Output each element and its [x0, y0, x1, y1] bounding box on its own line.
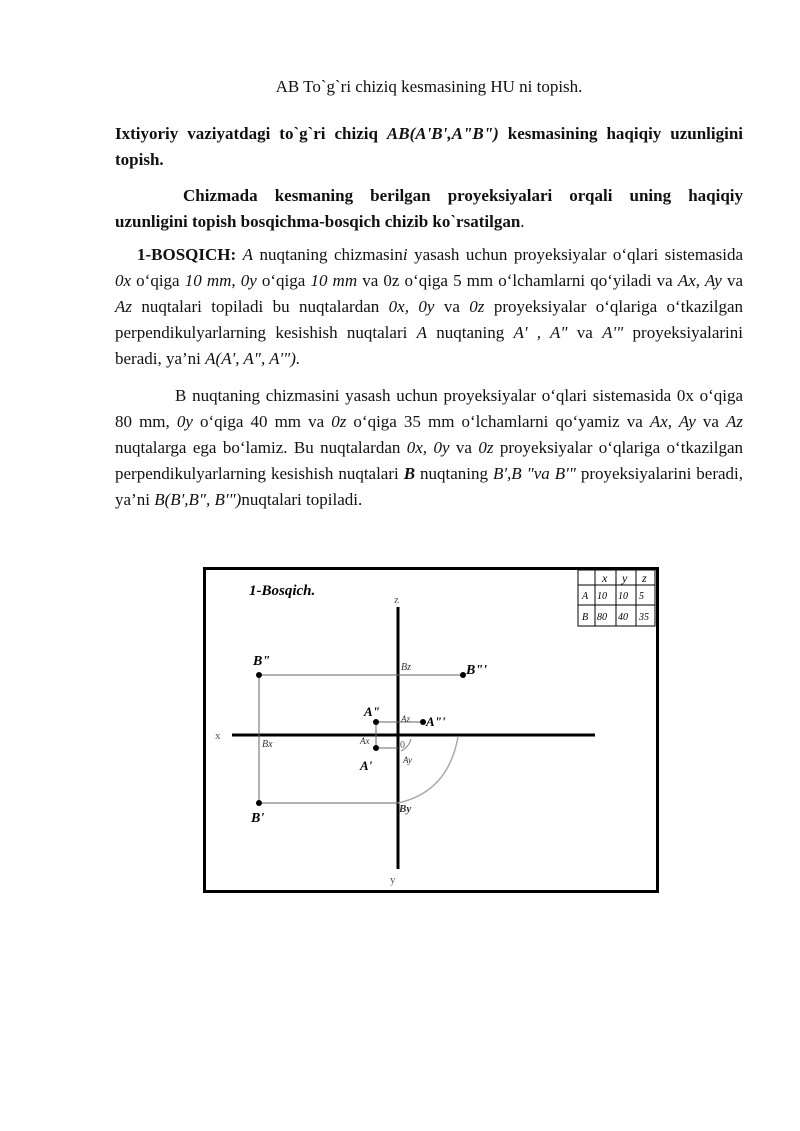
- figure-frame: [205, 569, 658, 892]
- label-ay: Ay: [403, 755, 412, 765]
- label-a2: A": [364, 704, 380, 719]
- label-a1: A': [360, 758, 373, 773]
- table-cell: 80: [597, 612, 607, 623]
- origin-label: 0: [400, 740, 405, 751]
- pb-seg: B: [403, 464, 416, 483]
- step1-seg: i: [402, 245, 408, 264]
- point-a1: [373, 745, 379, 751]
- step1-seg: nuqtaning: [427, 323, 514, 342]
- step1-seg: yasash uchun proyeksiyalar o‘qlari sistemasida: [407, 245, 744, 264]
- paragraph-step1: [115, 242, 743, 372]
- task-text-a: Ixtiyoriy vaziyatdagi to`g`ri chiziq: [115, 124, 387, 143]
- step1-seg: proyeksiyalarini beradi, ya’ni: [115, 323, 744, 368]
- task-segment-notation: AB(A'B',A"B"): [386, 124, 499, 143]
- paragraph-point-b: [115, 383, 743, 513]
- construction-figure: [203, 567, 659, 893]
- step1-seg: va 0z o‘qiga 5 mm o‘lchamlarni qo‘yiladi va: [357, 271, 678, 290]
- label-b2: B": [253, 654, 271, 669]
- step1-seg: A'": [602, 323, 624, 342]
- step1-seg: A: [416, 323, 427, 342]
- pb-seg: nuqtaning: [415, 464, 493, 483]
- figure-heading: 1-Bosqich.: [249, 583, 316, 599]
- pb-seg: nuqtalari topiladi.: [241, 490, 363, 509]
- pb-seg: B nuqtaning chizmasini yasash uchun proyeksiyalar o‘qlari sistemasida 0x o‘qiga 80 mm,: [115, 386, 743, 431]
- pb-seg: nuqtalarga ega bo‘lamiz. Bu nuqtalardan: [115, 438, 407, 457]
- step1-seg: 10 mm: [310, 271, 358, 290]
- point-a2: [373, 719, 379, 725]
- page-title: AB To`g`ri chiziq kesmasining HU ni topish.: [275, 77, 583, 96]
- table-header-y: y: [622, 571, 628, 585]
- label-by: By: [399, 803, 412, 815]
- step1-seg: va: [721, 271, 743, 290]
- paragraph-intro: [115, 183, 743, 235]
- label-bz: Bz: [401, 662, 411, 673]
- label-az: Az: [401, 714, 410, 724]
- table-header-z: z: [642, 571, 647, 585]
- pb-seg: o‘qiga 40 mm va: [192, 412, 332, 431]
- figure-drawing: [203, 567, 659, 893]
- step1-seg: 0x, 0y: [388, 297, 435, 316]
- pb-seg: B(B',B", B'"): [154, 490, 242, 509]
- label-b3: B"': [466, 663, 487, 678]
- pb-seg: proyeksiyalar o‘qlariga o‘tkazilgan perpendikulyarlarning kesishish nuqtalari: [115, 438, 744, 483]
- step1-seg: nuqtalari topiladi bu nuqtalardan: [132, 297, 389, 316]
- step1-seg: Az: [115, 297, 132, 316]
- table-cell: 35: [639, 612, 649, 623]
- step1-seg: va: [434, 297, 470, 316]
- pb-seg: 0x, 0y: [406, 438, 450, 457]
- axis-label-x: x: [215, 730, 221, 742]
- step1-seg: A: [242, 245, 254, 264]
- point-b1: [256, 800, 262, 806]
- step1-seg: A(A', A", A'").: [205, 349, 301, 368]
- step1-seg: 0z: [469, 297, 485, 316]
- axis-label-z: z: [394, 594, 399, 606]
- step1-seg: 0x: [115, 271, 132, 290]
- pb-seg: va: [449, 438, 479, 457]
- step1-seg: A' , A": [513, 323, 568, 342]
- step1-seg: o‘qiga: [256, 271, 311, 290]
- intro-period: .: [520, 212, 525, 231]
- pb-seg: proyeksiyalarini beradi, ya’ni: [115, 464, 743, 509]
- step1-seg: va: [567, 323, 603, 342]
- pb-seg: 0z: [331, 412, 347, 431]
- axis-label-y: y: [390, 874, 396, 886]
- pb-seg: o‘qiga 35 mm o‘lchamlarni qo‘yamiz va: [346, 412, 650, 431]
- pb-seg: Ax, Ay: [649, 412, 696, 431]
- intro-text: Chizmada kesmaning berilgan proyeksiyalari orqali uning haqiqiy uzunligini topish bosqichma-bosqich chizib ko`rsatilgan: [115, 186, 743, 231]
- step1-seg: o‘qiga: [131, 271, 185, 290]
- table-cell: 40: [618, 612, 628, 623]
- table-cell: 10: [618, 591, 628, 602]
- task-text-c: kesmasining haqiqiy uzunligini topish.: [115, 124, 743, 169]
- pb-seg: 0y: [176, 412, 193, 431]
- table-cell: 5: [639, 591, 644, 602]
- step1-seg: 10 mm, 0y: [184, 271, 257, 290]
- table-cell: B: [582, 612, 589, 623]
- label-bx: Bx: [262, 739, 273, 750]
- table-cell: 10: [597, 591, 607, 602]
- pb-seg: Az: [726, 412, 744, 431]
- label-a3: A"': [426, 714, 446, 729]
- pb-seg: va: [695, 412, 727, 431]
- step1-seg: nuqtaning chizmasin: [253, 245, 403, 264]
- table-cell: A: [582, 591, 589, 602]
- pb-seg: 0z: [478, 438, 494, 457]
- label-ax: Ax: [360, 736, 370, 746]
- pb-seg: B',B "va B'": [492, 464, 576, 483]
- step1-seg: proyeksiyalar o‘qlariga o‘tkazilgan perpendikulyarlarning kesishish nuqtalari: [115, 297, 744, 342]
- label-b1: B': [251, 811, 265, 826]
- step1-seg: Ax, Ay: [677, 271, 722, 290]
- table-header-x: x: [602, 571, 608, 585]
- step-label: 1-BOSQICH:: [137, 245, 237, 264]
- point-b2: [256, 672, 262, 678]
- paragraph-task: [115, 121, 743, 173]
